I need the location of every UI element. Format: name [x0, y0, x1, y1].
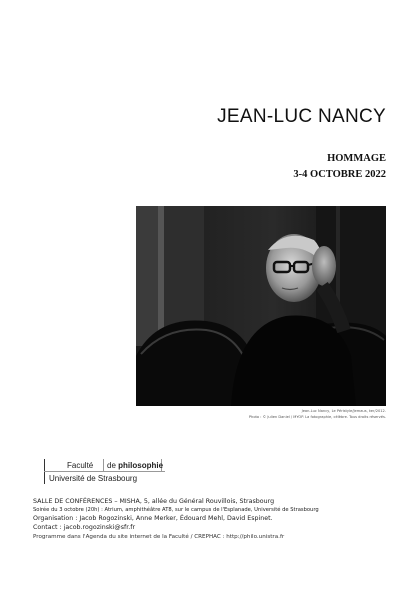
event-dates: 3-4 OCTOBRE 2022: [293, 169, 386, 180]
contact-line: Contact : jacob.rogozinski@sfr.fr: [33, 524, 136, 531]
logo-divider: [44, 471, 165, 472]
portrait-photo: [136, 206, 386, 406]
caption-line-2: Photo : © Julien Daniel / MYOP. La fotographie, célèbre. Tous droits réservés.: [248, 414, 386, 419]
logo-faculty: Faculté: [67, 461, 94, 470]
logo-de: de: [107, 461, 116, 470]
caption-line-1: Jean-Luc Nancy, Le Péristyle/Jemaus, ker/2012.: [301, 409, 386, 413]
logo-divider-vertical: [103, 459, 104, 471]
logo-university: Université de Strasbourg: [49, 474, 138, 483]
faculty-logo: [39, 459, 165, 484]
photo-caption: [186, 409, 386, 420]
venue-line: SALLE DE CONFÉRENCES – MISHA, 5, allée du Général Rouvillois, Strasbourg: [33, 498, 275, 505]
portrait-illustration: [136, 206, 386, 406]
evening-line: Soirée du 3 octobre (20h) : Atrium, amphithéâtre AT8, sur le campus de l'Esplanade, Université de Strasbourg: [33, 507, 319, 513]
logo-department: [107, 461, 163, 470]
organisation-line: Organisation : Jacob Rogozinski, Anne Merker, Édouard Mehl, David Espinet.: [33, 515, 273, 522]
programme-line: Programme dans l'Agenda du site internet de la Faculté / CREPHAC : http://philo.unistra.fr: [33, 534, 285, 540]
event-info: [33, 497, 393, 542]
event-subtitle: [293, 151, 386, 183]
event-name: HOMMAGE: [327, 153, 386, 164]
logo-department-name: philosophie: [118, 461, 164, 470]
page-title: JEAN-LUC NANCY: [217, 106, 386, 127]
